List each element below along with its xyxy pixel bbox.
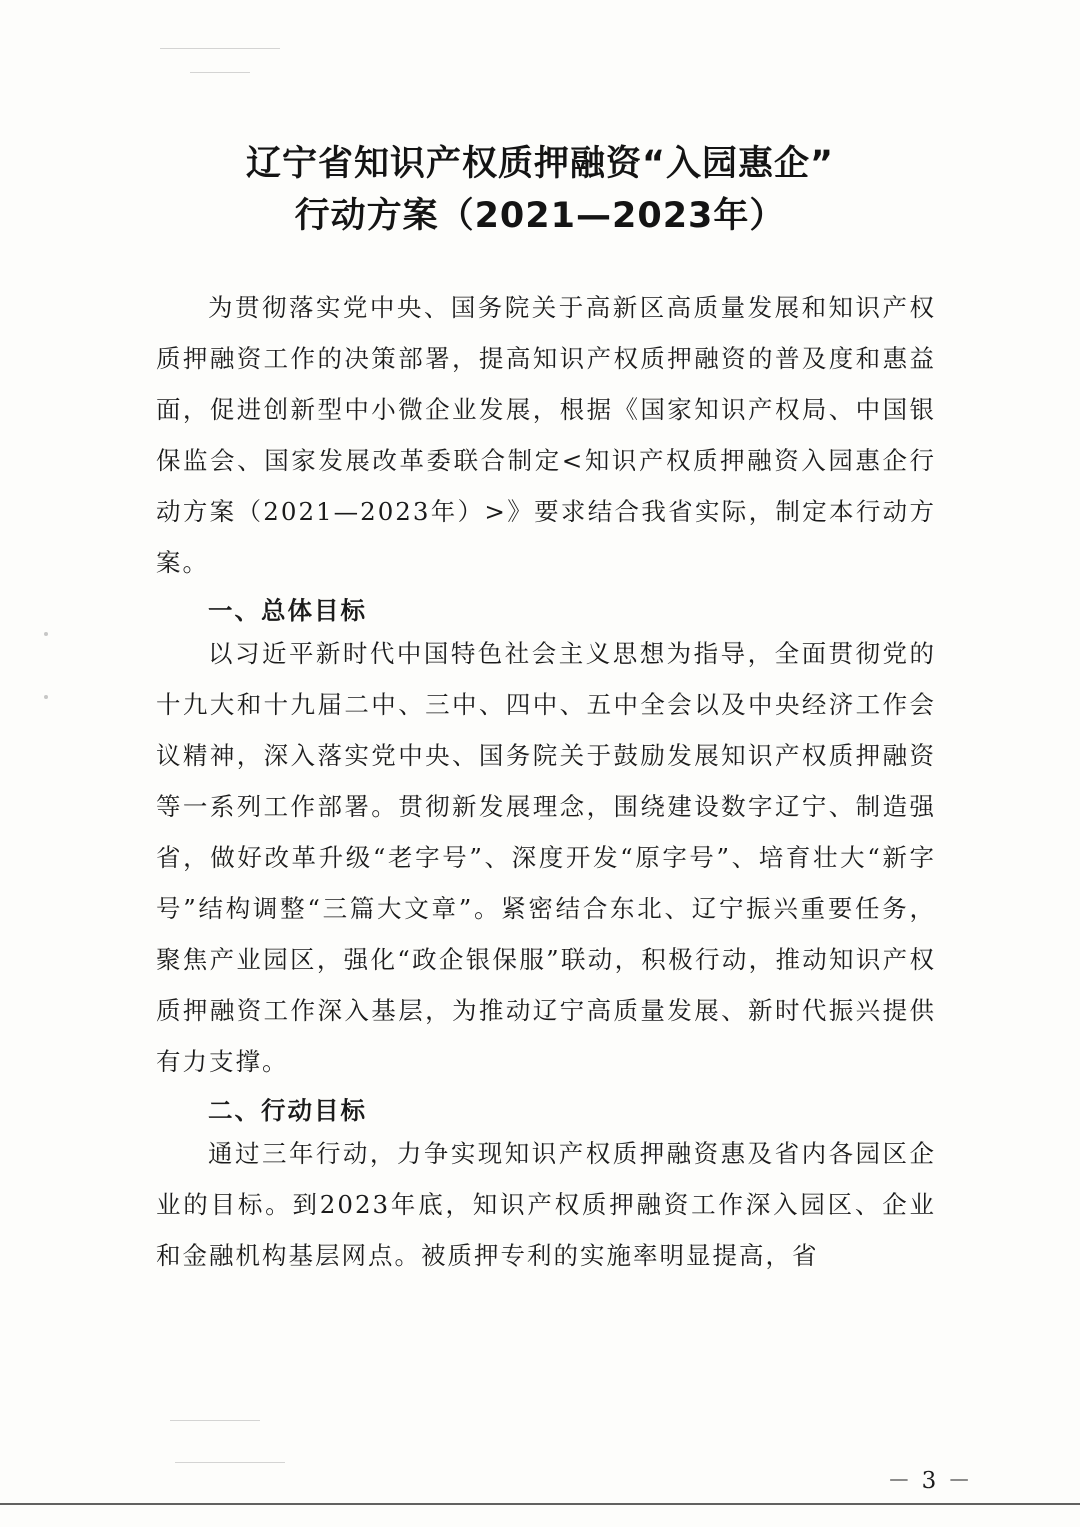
scan-artifact [170, 1420, 260, 1421]
scan-artifact [44, 632, 48, 636]
intro-paragraph: 为贯彻落实党中央、国务院关于高新区高质量发展和知识产权质押融资工作的决策部署，提高知识产权质押融资的普及度和惠益面，促进创新型中小微企业发展，根据《国家知识产权局、中国银保监会、国家发展改革委联合制定<知识产权质押融资入园惠企行动方案（2021—2023年）>》要求结合我省实际，制定本行动方案。 [156, 293, 936, 577]
scan-artifact [190, 72, 250, 73]
section-1-paragraph: 以习近平新时代中国特色社会主义思想为指导，全面贯彻党的十九大和十九届二中、三中、四中、五中全会以及中央经济工作会议精神，深入落实党中央、国务院关于鼓励发展知识产权质押融资等一系列工作部署。贯彻新发展理念，围绕建设数字辽宁、制造强省，做好改革升级“老字号”、深度开发“原字号”、培育壮大“新字号”结构调整“三篇大文章”。紧密结合东北、辽宁振兴重要任务，聚焦产业园区，强化“政企银保服”联动，积极行动，推动知识产权质押融资工作深入基层，为推动辽宁高质量发展、新时代振兴提供有力支撑。 [156, 639, 936, 1076]
section-2-heading: 二、行动目标 [208, 1096, 367, 1125]
scan-artifact [175, 1462, 285, 1463]
page-number: － 3 － [887, 1468, 973, 1494]
scan-artifact [44, 695, 48, 699]
section-2-paragraph: 通过三年行动，力争实现知识产权质押融资惠及省内各园区企业的目标。到2023年底，知识产权质押融资工作深入园区、企业和金融机构基层网点。被质押专利的实施率明显提高，省 [156, 1139, 936, 1270]
document-title-line-1: 辽宁省知识产权质押融资“入园惠企” [245, 144, 834, 184]
document-title-line-2: 行动方案（2021—2023年） [294, 196, 786, 236]
scan-edge-line [0, 1503, 1080, 1505]
section-1-heading: 一、总体目标 [208, 596, 367, 625]
scan-artifact [160, 48, 280, 49]
